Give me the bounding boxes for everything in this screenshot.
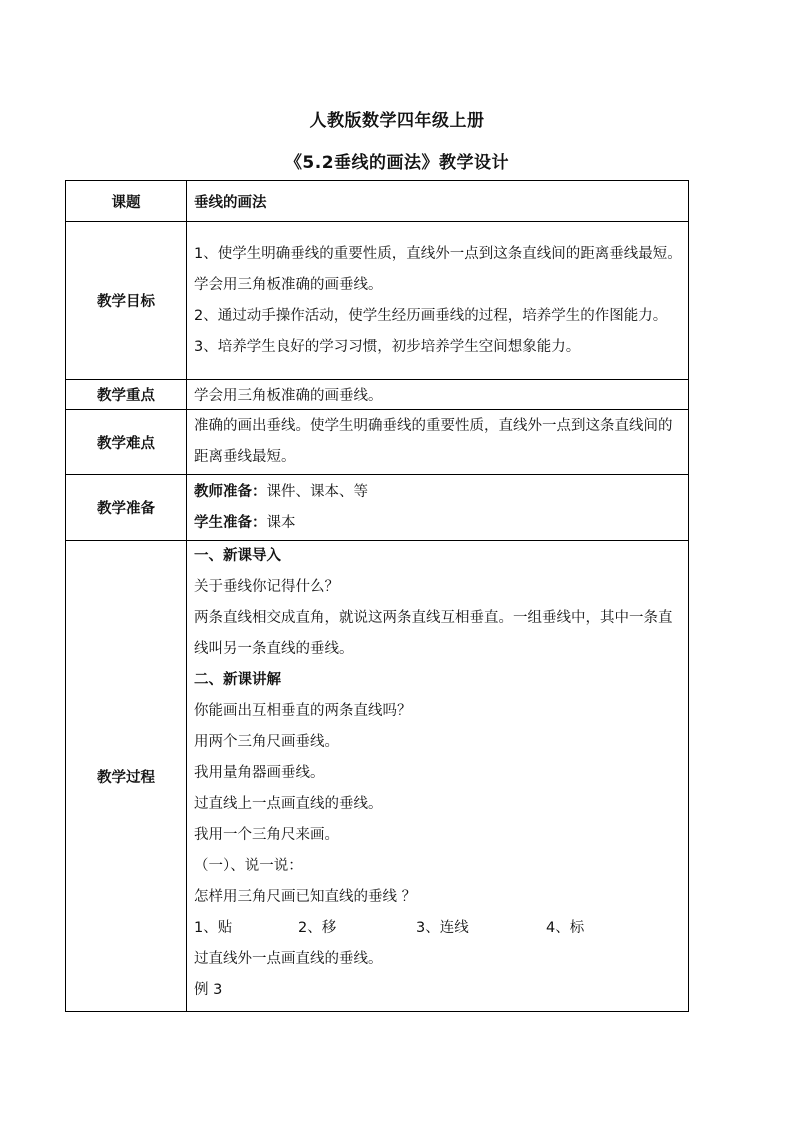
student-prep-label: 学生准备： <box>194 514 267 531</box>
process-line: 我用量角器画垂线。 <box>194 765 325 781</box>
document-title: 人教版数学四年级上册 <box>309 111 485 131</box>
row-process <box>66 541 689 1012</box>
steps-line <box>194 913 682 944</box>
teacher-prep-label: 教师准备： <box>194 483 267 500</box>
key-point-label: 教学重点 <box>66 380 187 410</box>
preparation-label: 教学准备 <box>66 475 187 541</box>
process-line: 用两个三角尺画垂线。 <box>194 734 339 750</box>
row-topic <box>66 181 689 222</box>
row-objectives <box>66 222 689 380</box>
teacher-prep-value: 课件、课本、等 <box>266 483 368 500</box>
process-line: 两条直线相交成直角，就说这两条直线互相垂直。一组垂线中，其中一条直线叫另一条直线的垂线。 <box>194 610 673 657</box>
objective-item: 1、使学生明确垂线的重要性质，直线外一点到这条直线间的距离垂线最短。学会用三角板准确的画垂线。 <box>194 245 682 293</box>
difficulty-value: 准确的画出垂线。使学生明确垂线的重要性质，直线外一点到这条直线间的距离垂线最短。 <box>194 418 673 465</box>
objective-item: 3、培养学生良好的学习习惯，初步培养学生空间想象能力。 <box>194 338 581 355</box>
preparation-content <box>187 475 689 541</box>
process-line: （一）、说一说： <box>194 858 303 874</box>
step-item: 4、标 <box>546 920 585 936</box>
section-heading: 一、新课导入 <box>194 548 281 564</box>
process-label: 教学过程 <box>66 541 187 1012</box>
process-content <box>187 541 689 1012</box>
difficulty-label: 教学难点 <box>66 410 187 475</box>
objectives-content <box>187 222 689 380</box>
process-line: 我用一个三角尺来画。 <box>194 827 339 843</box>
student-prep-value: 课本 <box>266 514 296 531</box>
process-line: 怎样用三角尺画已知直线的垂线 ？ <box>194 889 417 905</box>
process-line: 关于垂线你记得什么？ <box>194 579 339 595</box>
step-item: 1、贴 <box>194 920 233 936</box>
topic-value: 垂线的画法 <box>187 181 689 222</box>
section-heading: 二、新课讲解 <box>194 672 281 688</box>
document-subtitle: 《5.2垂线的画法》教学设计 <box>284 153 510 173</box>
objective-item: 2、通过动手操作活动，使学生经历画垂线的过程，培养学生的作图能力。 <box>194 307 668 324</box>
row-difficulty <box>66 410 689 475</box>
row-preparation <box>66 475 689 541</box>
process-line: 过直线上一点画直线的垂线。 <box>194 796 383 812</box>
step-item: 3、连线 <box>416 920 469 936</box>
topic-label: 课题 <box>66 181 187 222</box>
process-line: 例 3 <box>194 982 223 998</box>
objectives-label: 教学目标 <box>66 222 187 380</box>
key-point-value: 学会用三角板准确的画垂线。 <box>187 380 689 410</box>
process-line: 你能画出互相垂直的两条直线吗？ <box>194 703 412 719</box>
step-item: 2、移 <box>298 920 337 936</box>
row-key-point <box>66 380 689 410</box>
lesson-plan-table <box>65 180 689 1012</box>
process-line: 过直线外一点画直线的垂线。 <box>194 951 383 967</box>
